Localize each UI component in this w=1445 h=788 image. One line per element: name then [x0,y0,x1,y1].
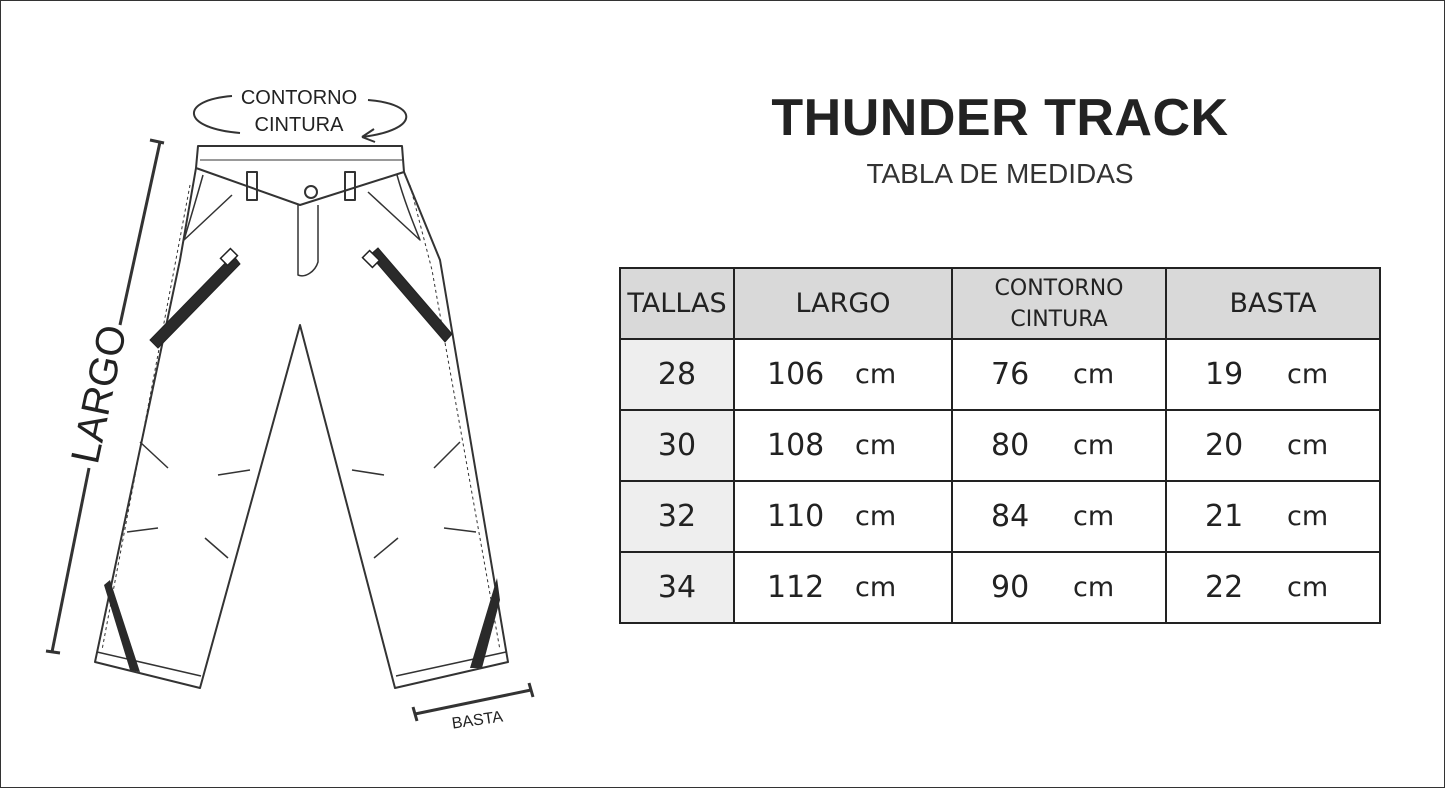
unit-label: cm [1287,572,1329,603]
zipper-right [363,248,452,342]
hem-label: BASTA [450,708,504,733]
unit-label: cm [1073,359,1115,390]
table-row [620,481,1380,552]
basta-value: 20 [1205,428,1244,463]
unit-label: cm [1073,572,1115,603]
header-contorno-cintura [952,268,1166,339]
contorno-value: 80 [991,428,1030,463]
unit-label: cm [1073,430,1115,461]
size-value: 30 [620,410,734,481]
largo-cell [734,339,952,410]
product-title: THUNDER TRACK [771,89,1229,147]
contorno-cell [952,339,1166,410]
contorno-value: 84 [991,499,1030,534]
hem-line [415,690,531,714]
unit-label: cm [855,572,897,603]
length-line-top [120,142,160,325]
waist-button [305,186,317,198]
unit-label: cm [855,501,897,532]
header-contorno-line2: CINTURA [1010,306,1108,332]
size-value: 34 [620,552,734,623]
table-row [620,410,1380,481]
length-label: LARGO [63,321,136,468]
largo-value: 106 [767,357,825,392]
header-tallas: TALLAS [620,268,734,339]
pocket-right [368,175,420,240]
basta-value: 21 [1205,499,1244,534]
belt-loop [345,172,355,200]
basta-cell [1166,410,1380,481]
header-largo: LARGO [734,268,952,339]
contorno-cell [952,410,1166,481]
unit-label: cm [855,430,897,461]
basta-cell [1166,339,1380,410]
largo-value: 108 [767,428,825,463]
unit-label: cm [855,359,897,390]
waist-label-line1: CONTORNO [240,87,358,109]
basta-value: 19 [1205,357,1244,392]
contorno-cell [952,552,1166,623]
unit-label: cm [1287,430,1329,461]
contorno-value: 76 [991,357,1030,392]
size-table [619,267,1381,624]
contorno-value: 90 [991,570,1030,605]
table-row [620,339,1380,410]
largo-cell [734,410,952,481]
unit-label: cm [1287,359,1329,390]
zipper-left [150,249,240,348]
pants-diagram [0,0,620,788]
pocket-left [184,175,232,240]
basta-cell [1166,552,1380,623]
pants-outline [95,168,508,688]
largo-value: 112 [767,570,825,605]
contorno-cell [952,481,1166,552]
header-basta: BASTA [1166,268,1380,339]
unit-label: cm [1073,501,1115,532]
waist-arrow-left [194,96,240,133]
header-contorno-line1: CONTORNO [994,275,1124,301]
table-row [620,552,1380,623]
largo-cell [734,552,952,623]
basta-value: 22 [1205,570,1244,605]
size-value: 28 [620,339,734,410]
largo-cell [734,481,952,552]
length-line-bottom [52,468,89,652]
unit-label: cm [1287,501,1329,532]
largo-value: 110 [767,499,825,534]
waist-label-line2: CINTURA [254,114,344,136]
size-table-header-row [620,268,1380,339]
product-subtitle: TABLA DE MEDIDAS [866,158,1134,189]
size-value: 32 [620,481,734,552]
basta-cell [1166,481,1380,552]
